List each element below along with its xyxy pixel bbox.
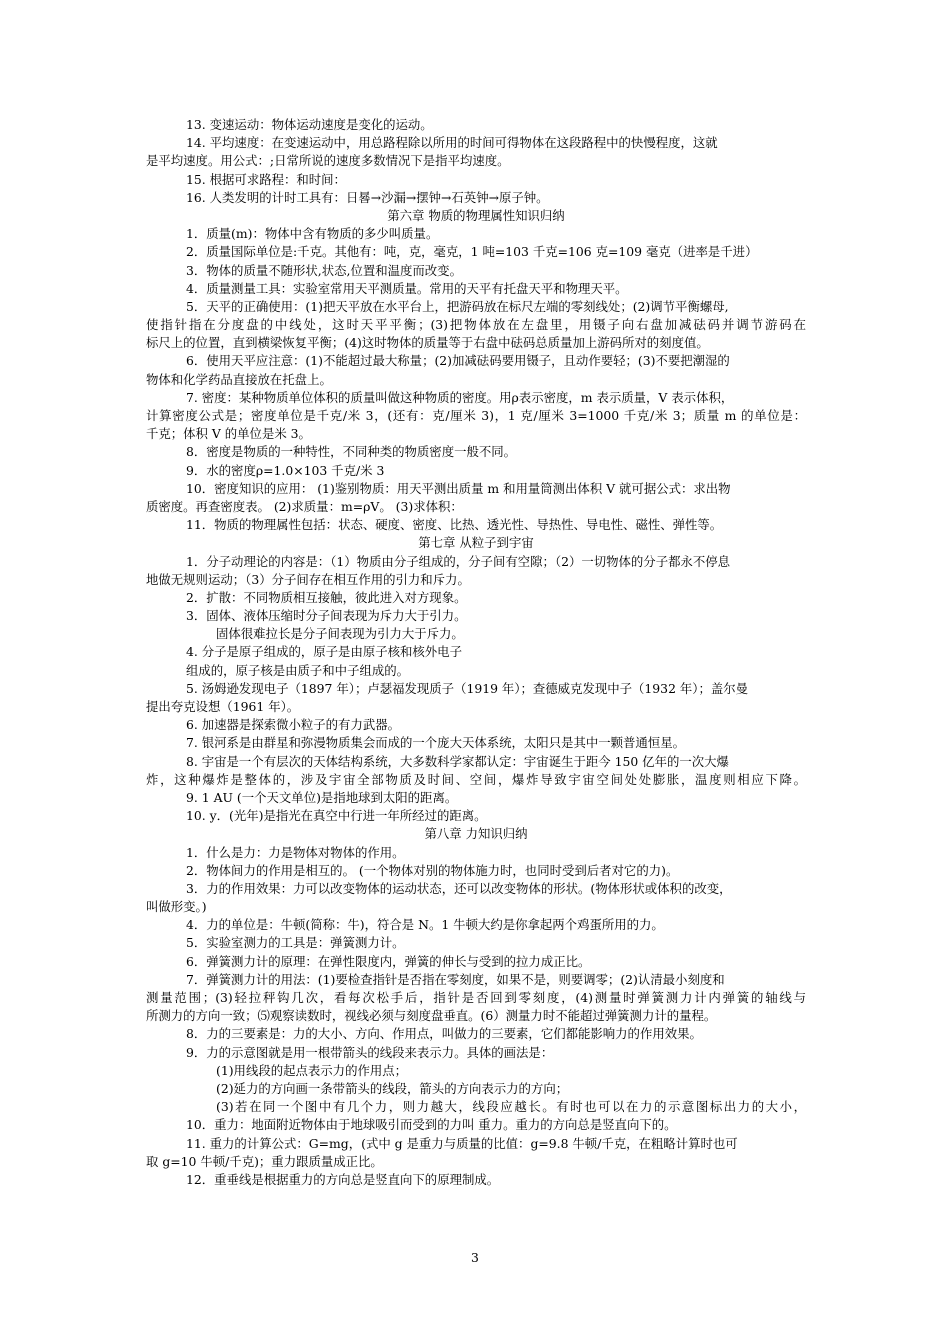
text-line: (2)延力的方向画一条带箭头的线段，箭头的方向表示力的方向； <box>216 1080 569 1096</box>
text-line: 7. 密度：某种物质单位体积的质量叫做这种物质的密度。用ρ表示密度，m 表示质量，V 表示体积， <box>186 389 734 405</box>
page-number: 3 <box>471 1250 479 1265</box>
text-line: 组成的，原子核是由质子和中子组成的。 <box>186 662 410 678</box>
text-line: 测量范围；(3)轻拉秤钩几次，看每次松手后，指针是否回到零刻度，(4)测量时弹簧测力计内弹簧的轴线与 <box>146 990 806 1005</box>
text-line: 7．弹簧测力计的用法：(1)要检查指针是否指在零刻度，如果不是，则要调零；(2)认清最小刻度和 <box>186 971 725 987</box>
text-line: 提出夸克设想（1961 年）。 <box>146 699 300 714</box>
text-line: 9. 1 AU (一个天文单位)是指地球到太阳的距离。 <box>186 789 458 805</box>
text-line: 4．质量测量工具：实验室常用天平测质量。常用的天平有托盘天平和物理天平。 <box>186 280 628 296</box>
text-line: 1．什么是力：力是物体对物体的作用。 <box>186 844 405 860</box>
text-line: 叫做形变。) <box>146 899 207 915</box>
text-line: 2．质量国际单位是:千克。其他有：吨，克，毫克，1 吨=103 千克=106 克=109 毫克（进率是千进） <box>186 244 758 260</box>
text-line: 地做无规则运动；（3）分子间存在相互作用的引力和斥力。 <box>146 571 470 587</box>
text-line: 物体和化学药品直接放在托盘上。 <box>146 371 332 387</box>
text-line: 取 g=10 牛顿/千克)；重力跟质量成正比。 <box>146 1153 383 1169</box>
text-line: 3．物体的质量不随形状,状态,位置和温度而改变。 <box>186 262 462 278</box>
text-line: 14. 平均速度：在变速运动中，用总路程除以所用的时间可得物体在这段路程中的快慢程度，这就 <box>186 135 718 151</box>
text-line: 炸，这种爆炸是整体的，涉及宇宙全部物质及时间、空间，爆炸导致宇宙空间处处膨胀，温度则相应下降。 <box>146 771 806 787</box>
text-line: 5．天平的正确使用：(1)把天平放在水平台上，把游码放在标尺左端的零刻线处；(2)调节平衡螺母, <box>186 298 729 314</box>
text-line: 7. 银河系是由群星和弥漫物质集会而成的一个庞大天体系统，太阳只是其中一颗普通恒星。 <box>186 735 685 751</box>
text-line: 12．重垂线是根据重力的方向总是竖直向下的原理制成。 <box>186 1171 500 1187</box>
text-line: 9．水的密度ρ=1.0×103 千克/米 3 <box>186 462 385 478</box>
text-line: 6．使用天平应注意：(1)不能超过最大称量；(2)加减砝码要用镊子，且动作要轻；(3)不要把潮湿的 <box>186 353 730 369</box>
text-line: 质密度。再查密度表。 (2)求质量：m=ρV。 (3)求体积： <box>146 498 463 514</box>
text-line: 16. 人类发明的计时工具有：日晷→沙漏→摆钟→石英钟→原子钟。 <box>186 189 549 205</box>
text-line: 2．物体间力的作用是相互的。 (一个物体对别的物体施力时，也同时受到后者对它的力)。 <box>186 862 679 878</box>
section-heading: 第六章 物质的物理属性知识归纳 <box>387 207 565 223</box>
text-line: 10．密度知识的应用： (1)鉴别物质：用天平测出质量 m 和用量筒测出体积 V 就可据公式：求出物 <box>186 480 731 496</box>
text-line: 1．分子动理论的内容是：（1）物质由分子组成的，分子间有空隙；（2）一切物体的分子都永不停息 <box>186 553 731 569</box>
text-line: 15. 根据可求路程：和时间： <box>186 171 346 187</box>
text-line: 所测力的方向一致；⑸观察读数时，视线必须与刻度盘垂直。(6）测量力时不能超过弹簧测力计的量程。 <box>146 1008 717 1024</box>
text-line: 10. y．(光年)是指光在真空中行进一年所经过的距离。 <box>186 808 487 824</box>
text-line: 1．质量(m)：物体中含有物质的多少叫质量。 <box>186 226 439 242</box>
text-line: 4．力的单位是：牛顿(简称：牛)，符合是 N。1 牛顿大约是你拿起两个鸡蛋所用的力。 <box>186 917 664 933</box>
text-line: 11. 重力的计算公式：G=mg，(式中 g 是重力与质量的比值：g=9.8 牛顿/千克，在粗略计算时也可 <box>186 1135 738 1151</box>
text-line: 3．固体、液体压缩时分子间表现为斥力大于引力。 <box>186 608 467 624</box>
text-line: 6. 加速器是探索微小粒子的有力武器。 <box>186 717 401 733</box>
text-line: 5．实验室测力的工具是：弹簧测力计。 <box>186 935 405 951</box>
document-body <box>146 116 806 1189</box>
text-line: 8．力的三要素是：力的大小、方向、作用点，叫做力的三要素，它们都能影响力的作用效果。 <box>186 1026 702 1042</box>
text-line: 是平均速度。用公式：;日常所说的速度多数情况下是指平均速度。 <box>146 153 510 169</box>
text-line: 计算密度公式是；密度单位是千克/米 3，(还有：克/厘米 3)，1 克/厘米 3=1000 千克/米 3；质量 m 的单位是： <box>146 408 806 423</box>
text-line: 使指针指在分度盘的中线处，这时天平平衡；(3)把物体放在左盘里，用镊子向右盘加减砝码并调节游码在 <box>146 317 806 333</box>
text-line: 6．弹簧测力计的原理：在弹性限度内，弹簧的伸长与受到的拉力成正比。 <box>186 953 591 969</box>
text-line: (3)若在同一个图中有几个力，则力越大，线段应越长。有时也可以在力的示意图标出力的大小， <box>216 1099 806 1115</box>
text-line: 8．密度是物质的一种特性，不同种类的物质密度一般不同。 <box>186 444 517 460</box>
text-line: 11．物质的物理属性包括：状态、硬度、密度、比热、透光性、导热性、导电性、磁性、弹性等。 <box>186 517 723 533</box>
section-heading: 第八章 力知识归纳 <box>424 826 528 842</box>
text-line: 标尺上的位置，直到横梁恢复平衡；(4)这时物体的质量等于右盘中砝码总质量加上游码所对的刻度值。 <box>146 335 709 351</box>
section-heading: 第七章 从粒子到宇宙 <box>418 535 534 551</box>
text-line: 13. 变速运动：物体运动速度是变化的运动。 <box>186 117 433 132</box>
text-line: 千克；体积 V 的单位是米 3。 <box>146 426 311 442</box>
text-line: 固体很难拉长是分子间表现为引力大于斥力。 <box>216 626 464 642</box>
text-line: (1)用线段的起点表示力的作用点； <box>216 1062 408 1078</box>
text-line: 9．力的示意图就是用一根带箭头的线段来表示力。具体的画法是： <box>186 1044 554 1060</box>
text-line: 10．重力：地面附近物体由于地球吸引而受到的力叫 重力。重力的方向总是竖直向下的。 <box>186 1117 677 1133</box>
text-line: 5. 汤姆逊发现电子（1897 年）；卢瑟福发现质子（1919 年）；查德威克发现中子（1932 年）；盖尔曼 <box>186 680 749 696</box>
text-line: 8. 宇宙是一个有层次的天体结构系统，大多数科学家都认定：宇宙诞生于距今 150 亿年的一次大爆 <box>186 753 729 769</box>
text-line: 4. 分子是原子组成的，原子是由原子核和核外电子 <box>186 644 462 660</box>
text-line: 2．扩散：不同物质相互接触，彼此进入对方现象。 <box>186 589 467 605</box>
text-line: 3．力的作用效果：力可以改变物体的运动状态，还可以改变物体的形状。(物体形状或体积的改变， <box>186 880 732 896</box>
